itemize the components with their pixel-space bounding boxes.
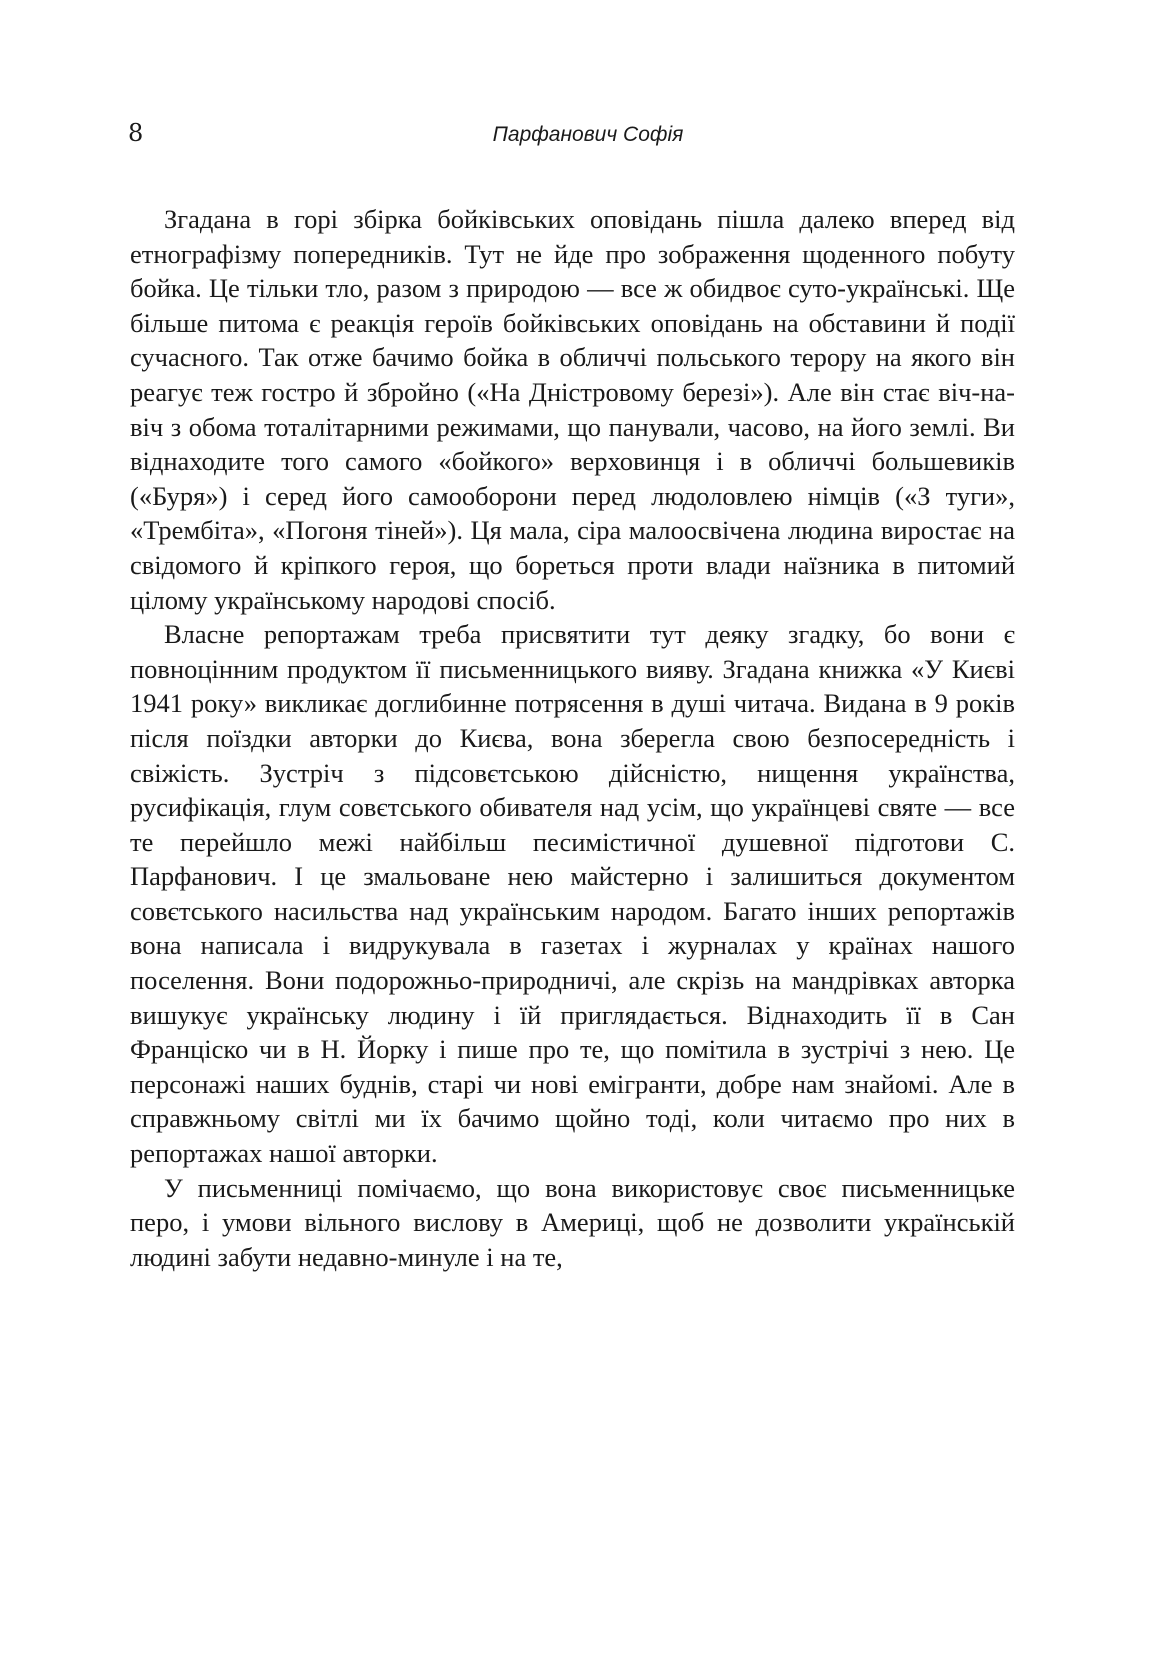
page-header: [128, 118, 1048, 154]
paragraph: У письменниці помічаємо, що вона використовує своє письменницьке перо, і умови вільного вислову в Америці, щоб не дозволити українській людині забути недавно-минуле і на те,: [130, 1172, 1015, 1272]
page-number: 8: [128, 119, 144, 147]
running-title: Парфанович Софія: [492, 123, 684, 146]
paragraph: Згадана в горі збірка бойківських оповідань пішла далеко вперед від етнографізму попередників. Тут не йде про зображення щоденного побуту бойка. Це тільки тло, разом з природою — все ж обидвоє суто-українські. Ще більше питома є реакція героїв бойківських оповідань на обставини й події сучасного. Так отже бачимо бойка в обличчі польського терору на якого він реагує теж гостро й збройно («На Дністровому березі»). Але він стає віч-на-віч з обома тоталітарними режимами, що панували, часово, на його землі. Ви віднаходите того самого «бойкого» верховинця і в обличчі большевиків («Буря») і серед його самооборони перед людоловлею німців («З туги», «Трембіта», «Погоня тіней»). Ця мала, сіра малоосвічена людина виростає на свідомого й кріпкого героя, що бореться проти влади наїзника в питомий цілому українському народові спосіб.: [130, 204, 1015, 615]
body-text: [130, 202, 1015, 1274]
paragraph: Власне репортажам треба присвятити тут деяку згадку, бо вони є повноцінним продуктом її письменницького вияву. Згадана книжка «У Києві 1941 року» викликає доглибинне потрясення в душі читача. Видана в 9 років після поїздки авторки до Києва, вона зберегла свою безпосередність і свіжість. Зустріч з підсовєтською дійсністю, нищення українства, русифікація, глум совєтського обивателя над усім, що українцеві святе — все те перейшло межі найбільш песимістичної душевної підготови С. Парфанович. І це змальоване нею майстерно і залишиться документом совєтського насильства над українським народом. Багато інших репортажів вона написала і видрукувала в газетах і журналах у країнах нашого поселення. Вони подорожньо-природничі, але скрізь на мандрівках авторка вишукує українську людину і їй приглядається. Віднаходить її в Сан Франціско чи в Н. Йорку і пише про те, що помітила в зустрічі з нею. Це персонажі наших буднів, старі чи нові емігранти, добре нам знайомі. Але в справжньому світлі ми їх бачимо щойно тоді, коли читаємо про них в репортажах нашої авторки.: [130, 619, 1015, 1169]
